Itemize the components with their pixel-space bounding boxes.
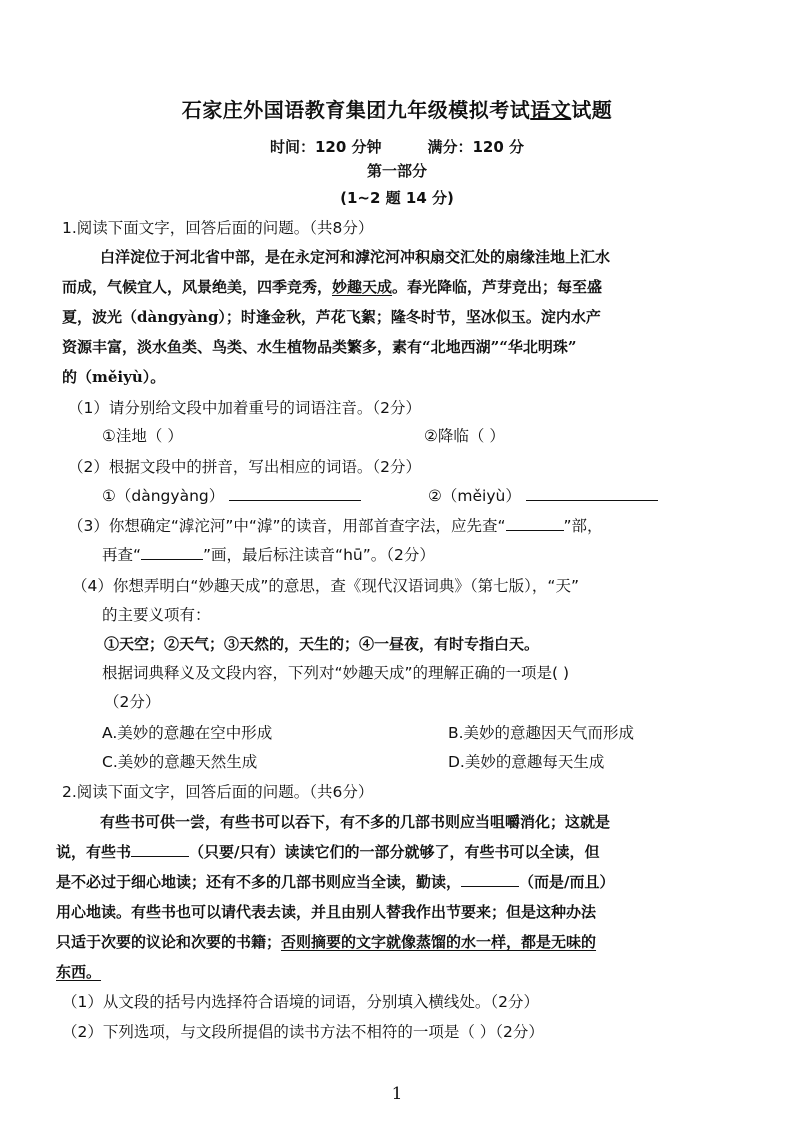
passage-text: （只要/只有）读读它们的一部分就够了，有些书可以全读，但 (189, 843, 600, 861)
title-part: 石家庄外国语教育集团九年级模拟考试 (181, 98, 531, 122)
q1-sub4: （4）你想弄明白“妙趣天成”的意思，查《现代汉语词典》（第七版），“天” (72, 577, 579, 595)
q2-passage-line (56, 870, 615, 894)
sub3-text: （3）你想确定“滹沱河”中“滹”的读音，用部首查字法，应先查“ (68, 517, 506, 535)
option-a[interactable]: A.美妙的意趣在空中形成 (102, 724, 273, 742)
q1-sub1-item-b: ②降临（ ） (424, 427, 505, 445)
q1-sub1: （1）请分别给文段中加着重号的词语注音。（2分） (68, 399, 421, 417)
answer-blank[interactable] (526, 486, 658, 501)
passage-text: 说，有些书 (56, 843, 132, 861)
q1-passage-line: 的（měiyù）。 (62, 368, 166, 386)
q2-passage-line (56, 840, 600, 864)
stroke-count-blank[interactable] (141, 545, 203, 560)
underlined-phrase: 妙趣天成 (332, 278, 393, 296)
q1-sub4-definitions: ①天空；②天气；③天然的，天生的；④一昼夜，有时专指白天。 (104, 635, 540, 653)
q1-sub2-item-a (102, 484, 361, 508)
q1-sub3 (68, 514, 603, 538)
q1-sub3-cont (102, 543, 435, 567)
q2-sub1: （1）从文段的括号内选择符合语境的词语，分别填入横线处。（2分） (62, 993, 539, 1011)
radical-blank[interactable] (506, 516, 564, 531)
title-suffix: 试题 (571, 98, 613, 122)
sub3-text: ”画，最后标注读音“hū”。（2分） (203, 546, 435, 564)
q1-sub4-score: （2分） (104, 693, 161, 711)
full-score: 满分：120 分 (427, 138, 525, 156)
passage-text: （而是/而且） (519, 873, 615, 891)
q2-heading: 2.阅读下面文字，回答后面的问题。（共6分） (62, 783, 374, 801)
time-limit: 时间：120 分钟 (269, 138, 382, 156)
q2-passage-line: 用心地读。有些书也可以请代表去读，并且由别人替我作出节要来；但是这种办法 (56, 903, 597, 921)
q1-sub1-item-a: ①洼地（ ） (102, 427, 183, 445)
q1-sub4-prompt: 根据词典释义及文段内容，下列对“妙趣天成”的理解正确的一项是( ) (102, 664, 570, 682)
option-d[interactable]: D.美妙的意趣每天生成 (448, 753, 605, 771)
exam-meta (0, 136, 794, 157)
passage-text: 。春光降临，芦芽竞出；每至盛 (392, 278, 603, 296)
passage-text: 是不必过于细心地读；还有不多的几部书则应当全读，勤读， (56, 873, 462, 891)
title-subject: 语文 (530, 98, 572, 122)
passage-text: 而成，气候宜人，风景绝美，四季竞秀， (62, 278, 333, 296)
q1-heading: 1.阅读下面文字，回答后面的问题。（共8分） (62, 219, 374, 237)
q2-sub2: （2）下列选项，与文段所提倡的读书方法不相符的一项是（ ）（2分） (62, 1023, 544, 1041)
pinyin-prompt: ①（dàngyàng） (102, 487, 225, 505)
passage-text: 只适于次要的议论和次要的书籍； (56, 933, 282, 951)
q2-passage-line: 有些书可供一尝，有些书可以吞下，有不多的几部书则应当咀嚼消化；这就是 (100, 813, 611, 831)
answer-blank[interactable] (229, 486, 361, 501)
part-heading: 第一部分 (366, 162, 427, 180)
q1-sub2-item-b (428, 484, 658, 508)
sub3-text: 再查“ (102, 546, 142, 564)
q1-passage-line: 白洋淀位于河北省中部，是在永定河和滹沱河冲积扇交汇处的扇缘洼地上汇水 (100, 248, 611, 266)
option-b[interactable]: B.美妙的意趣因天气而形成 (448, 724, 635, 742)
sub3-text: ”部， (563, 517, 603, 535)
q1-sub4-cont: 的主要义项有： (102, 606, 211, 624)
q1-passage-line: 资源丰富，淡水鱼类、鸟类、水生植物品类繁多，素有“北地西湖”“华北明珠” (62, 338, 577, 356)
q1-passage-line: 夏，波光（dàngyàng）；时逢金秋，芦花飞絮；隆冬时节，坚冰似玉。淀内水产 (62, 308, 601, 326)
answer-blank[interactable] (131, 842, 189, 857)
q1-sub2: （2）根据文段中的拼音，写出相应的词语。（2分） (68, 458, 421, 476)
q2-passage-line (56, 960, 101, 984)
answer-blank[interactable] (461, 872, 519, 887)
exam-title (0, 94, 794, 123)
q1-passage-line (62, 275, 602, 299)
option-c[interactable]: C.美妙的意趣天然生成 (102, 753, 258, 771)
part-subheading: (1~2 题 14 分) (340, 189, 454, 207)
q2-passage-line (56, 930, 596, 954)
underlined-sentence: 东西。 (56, 963, 102, 981)
page-number: 1 (391, 1084, 403, 1104)
underlined-sentence: 否则摘要的文字就像蒸馏的水一样，都是无味的 (281, 933, 597, 951)
pinyin-prompt: ②（měiyù） (428, 487, 521, 505)
